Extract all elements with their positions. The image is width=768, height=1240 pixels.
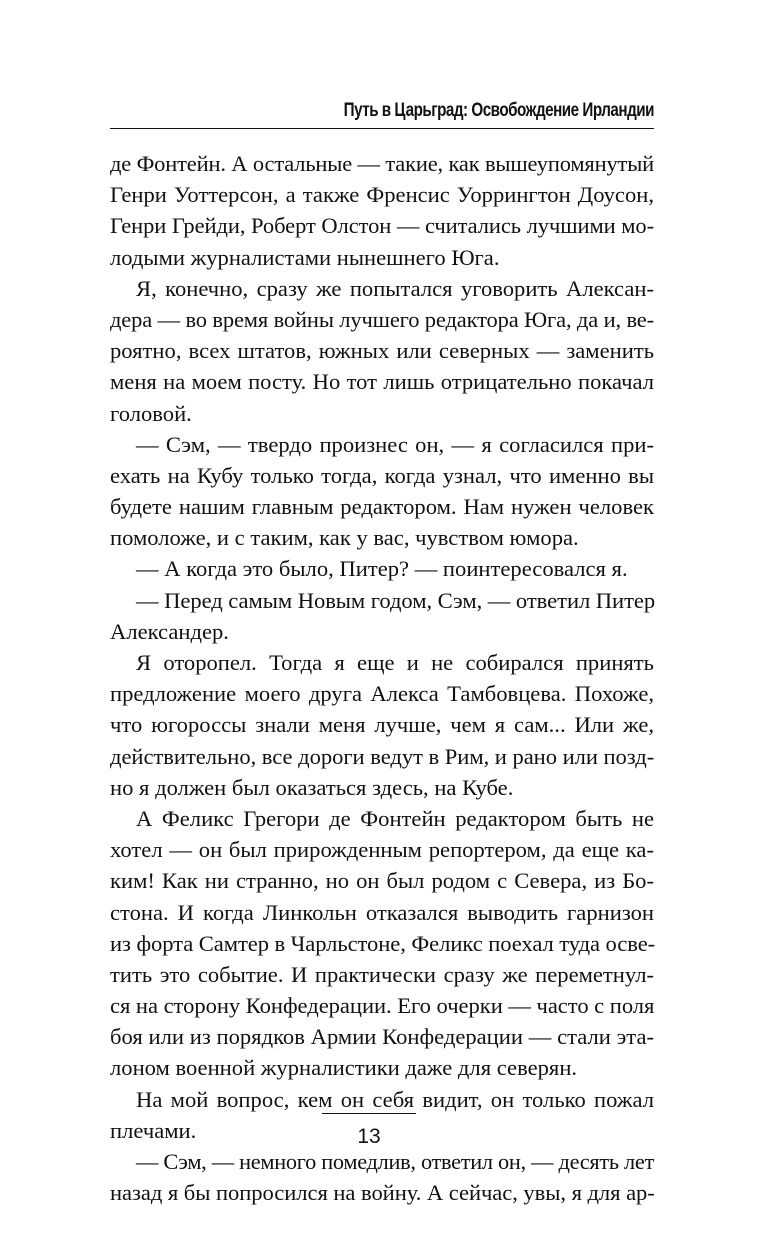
text-line: из форта Самтер в Чарльстоне, Феликс поехал туда осве- <box>110 930 656 956</box>
text-line: предложение моего друга Алекса Тамбовцева. Похоже, <box>110 681 654 707</box>
text-line: ким! Как ни странно, но он был родом с Севера, из Бо- <box>110 868 654 894</box>
text-line: — Сэм, — немного помедлив, ответил он, — десять лет <box>136 1149 654 1174</box>
text-line: плечами. <box>110 1117 197 1143</box>
text-line: ся на сторону Конфедерации. Его очерки — часто с поля <box>110 993 655 1019</box>
text-line: действительно, все дороги ведут в Рим, и рано или позд- <box>110 743 655 769</box>
text-line: назад я бы попросился на войну. А сейчас, увы, я для ар- <box>110 1180 655 1206</box>
text-line: стона. И когда Линкольн отказался выводить гарнизон <box>110 899 654 925</box>
text-line: Александер. <box>110 618 229 644</box>
running-head-title: Путь в Царьград: Освобождение Ирландии <box>343 100 654 121</box>
text-line: будете нашим главным редактором. Нам нужен человек <box>110 494 654 520</box>
text-line: — А когда это было, Питер? — поинтересовался я. <box>136 556 628 582</box>
text-line: лоном военной журналистики даже для северян. <box>110 1055 578 1081</box>
text-line: лодыми журналистами нынешнего Юга. <box>110 244 500 270</box>
text-line: тить это событие. И практически сразу же переметнул- <box>110 961 654 987</box>
header-rule <box>110 128 654 129</box>
text-line: На мой вопрос, кем он себя видит, он только пожал <box>136 1086 654 1112</box>
text-line: Я оторопел. Тогда я еще и не собирался принять <box>136 650 654 675</box>
text-line: что югороссы знали меня лучше, чем я сам... Или же, <box>110 712 654 738</box>
text-line: Я, конечно, сразу же попытался уговорить Алексан- <box>136 275 654 301</box>
page-number: 13 <box>357 1125 381 1148</box>
text-line: — Сэм, — твердо произнес он, — я согласился при- <box>136 431 654 457</box>
text-line: де Фонтейн. А остальные — такие, как вышеупомянутый <box>110 151 654 176</box>
text-line: боя или из порядков Армии Конфедерации — стали эта- <box>110 1024 654 1050</box>
text-line: ехать на Кубу только тогда, когда узнал, что именно вы <box>110 462 654 488</box>
footer-rule <box>322 1113 416 1114</box>
text-line: дера — во время войны лучшего редактора Юга, да и, ве- <box>110 306 654 332</box>
text-line: — Перед самым Новым годом, Сэм, — ответил Питер <box>136 587 656 613</box>
text-line: Генри Грейди, Роберт Олстон — считались лучшими мо- <box>110 213 654 239</box>
text-line: но я должен был оказаться здесь, на Кубе. <box>110 774 514 800</box>
text-line: роятно, всех штатов, южных или северных — заменить <box>110 338 654 364</box>
text-line: А Феликс Грегори де Фонтейн редактором быть не <box>136 805 654 831</box>
text-line: головой. <box>110 400 192 426</box>
text-line: хотел — он был прирожденным репортером, да еще ка- <box>110 837 654 863</box>
text-line: меня на моем посту. Но тот лишь отрицательно покачал <box>110 369 654 395</box>
text-line: Генри Уоттерсон, а также Френсис Уоррингтон Доусон, <box>110 182 654 208</box>
text-line: помоложе, и с таким, как у вас, чувством юмора. <box>110 525 579 551</box>
body-text <box>110 148 654 1208</box>
